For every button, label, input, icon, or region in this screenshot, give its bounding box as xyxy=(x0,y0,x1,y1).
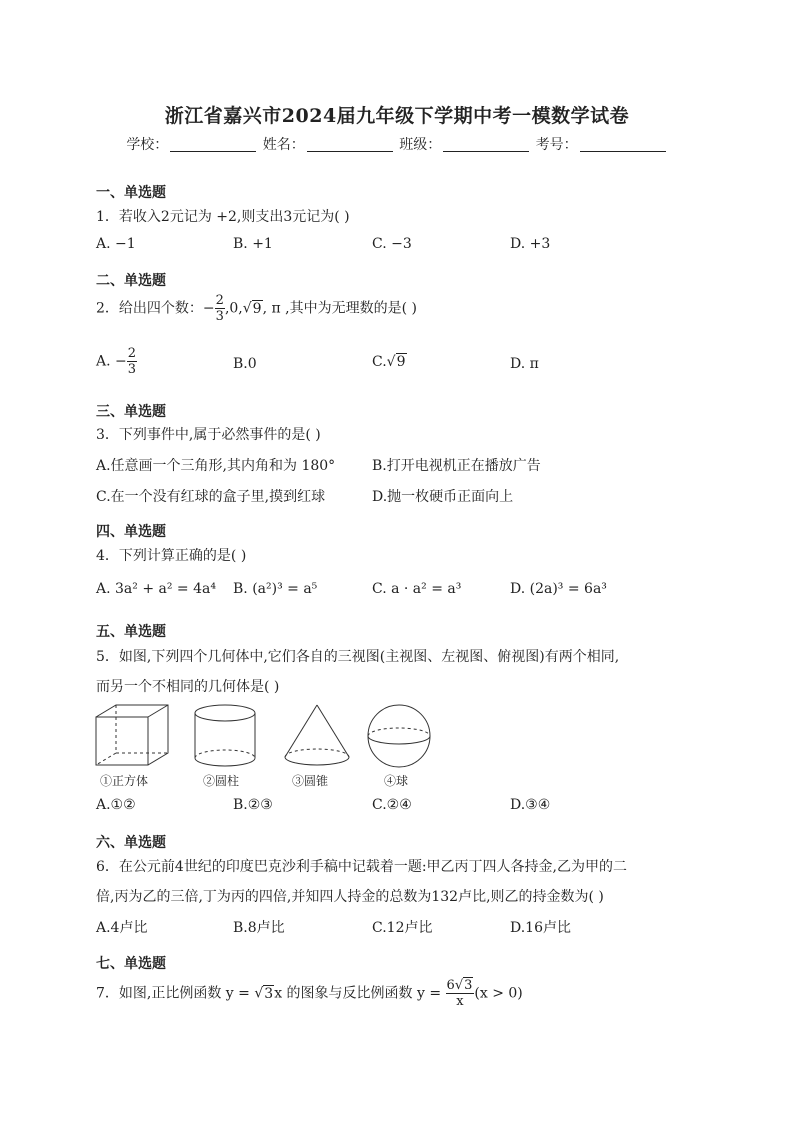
option-c-radicand: 9 xyxy=(396,354,406,370)
section-heading: 二、单选题 xyxy=(96,273,166,289)
question-1-stem: 1．若收入2元记为 +2,则支出3元记为( ) xyxy=(96,209,350,225)
q2-stem-end: , π ,其中为无理数的是( ) xyxy=(262,300,417,317)
page-title: 浙江省嘉兴市2024届九年级下学期中考一模数学试卷 xyxy=(164,105,630,127)
question-2-option-a[interactable] xyxy=(96,346,137,377)
question-2-option-d[interactable]: D. π xyxy=(510,356,539,372)
question-4-option-a[interactable]: A. 3a² + a² = 4a⁴ xyxy=(96,581,216,597)
question-4-option-c[interactable]: C. a · a² = a³ xyxy=(372,581,462,597)
fraction-numerator: 6√3 xyxy=(446,978,473,993)
question-6-option-a[interactable]: A.4卢比 xyxy=(96,920,148,936)
question-6-option-d[interactable]: D.16卢比 xyxy=(510,920,571,936)
question-5-option-b[interactable]: B.②③ xyxy=(233,797,273,813)
figure-caption: ②圆柱 xyxy=(203,774,240,788)
question-7-stem: 7．如图,正比例函数 y = √3x 的图象与反比例函数 y = $\frac{6√3}{x}$ (x > 0) xyxy=(96,978,523,1009)
section-heading: 七、单选题 xyxy=(96,956,166,972)
question-5-option-d[interactable]: D.③④ xyxy=(510,797,551,813)
section-heading: 一、单选题 xyxy=(96,185,166,201)
question-3-stem: 3．下列事件中,属于必然事件的是( ) xyxy=(96,427,321,443)
q7-stem-mid: x 的图象与反比例函数 y = xyxy=(274,985,446,1002)
numerator-radicand: 3 xyxy=(464,978,473,993)
name-label: 姓名： xyxy=(262,137,305,153)
section-heading: 三、单选题 xyxy=(96,404,166,420)
question-3-option-d[interactable]: D.抛一枚硬币正面向上 xyxy=(372,489,514,505)
option-a-fraction xyxy=(127,346,137,377)
figure-caption: ③圆锥 xyxy=(292,774,329,788)
fraction-numerator: 2 xyxy=(127,346,137,361)
numerator-coefficient: 6 xyxy=(446,978,455,993)
q7-stem-end: (x > 0) xyxy=(474,985,523,1002)
question-6-stem-line-1: 6．在公元前4世纪的印度巴克沙利手稿中记载着一题:甲乙丙丁四人各持金,乙为甲的二 xyxy=(96,859,627,875)
number-blank[interactable] xyxy=(580,137,666,152)
question-3-option-a[interactable]: A.任意画一个三角形,其内角和为 180° xyxy=(96,458,336,474)
question-3-option-b[interactable]: B.打开电视机正在播放广告 xyxy=(372,458,541,474)
question-6-option-b[interactable]: B.8卢比 xyxy=(233,920,285,936)
q7-radicand: 3 xyxy=(264,985,274,1002)
question-1-option-a[interactable]: A. −1 xyxy=(96,236,136,252)
section-heading: 六、单选题 xyxy=(96,835,166,851)
school-blank[interactable] xyxy=(170,137,256,152)
q7-stem-prefix: 7．如图,正比例函数 y = xyxy=(96,985,255,1002)
fraction-numerator: 2 xyxy=(215,293,224,308)
q7-fraction xyxy=(446,978,475,1009)
question-6-option-c[interactable]: C.12卢比 xyxy=(372,920,433,936)
q2-radicand: 9 xyxy=(252,300,262,317)
question-5-option-a[interactable]: A.①② xyxy=(96,797,136,813)
question-5-option-c[interactable]: C.②④ xyxy=(372,797,412,813)
figure-caption: ①正方体 xyxy=(100,774,149,788)
fraction-denominator: x xyxy=(456,994,464,1009)
section-heading: 五、单选题 xyxy=(96,624,166,640)
cube-figure xyxy=(94,703,172,769)
question-4-option-b[interactable]: B. (a²)³ = a⁵ xyxy=(233,581,318,597)
question-3-option-c[interactable]: C.在一个没有红球的盒子里,摸到红球 xyxy=(96,489,326,505)
q2-stem-mid: ,0, xyxy=(224,300,243,317)
question-5-stem-line-1: 5．如图,下列四个几何体中,它们各自的三视图(主视图、左视图、俯视图)有两个相同, xyxy=(96,649,620,665)
fraction-denominator: 3 xyxy=(127,362,137,377)
name-blank[interactable] xyxy=(307,137,393,152)
class-blank[interactable] xyxy=(443,137,529,152)
q2-fraction xyxy=(215,293,225,324)
question-4-stem: 4．下列计算正确的是( ) xyxy=(96,548,247,564)
q2-stem-prefix: 2．给出四个数： xyxy=(96,300,203,317)
question-2-option-b[interactable]: B.0 xyxy=(233,356,257,372)
question-1-option-d[interactable]: D. +3 xyxy=(510,236,551,252)
school-label: 学校： xyxy=(126,137,169,153)
cylinder-figure xyxy=(192,703,258,769)
question-4-option-d[interactable]: D. (2a)³ = 6a³ xyxy=(510,581,607,597)
question-2-option-c[interactable]: C.√9 xyxy=(372,354,406,370)
question-1-option-c[interactable]: C. −3 xyxy=(372,236,412,252)
section-heading: 四、单选题 xyxy=(96,524,166,540)
option-prefix: C. xyxy=(372,354,387,370)
q2-negative-sign: − xyxy=(202,300,215,317)
number-label: 考号： xyxy=(535,137,578,153)
question-2-stem: 2．给出四个数：− $\frac{2}{3}$ ,0,√9, π ,其中为无理数的是( ) xyxy=(96,293,417,324)
option-prefix: A. − xyxy=(96,353,127,370)
figure-caption: ④球 xyxy=(384,774,409,788)
student-info-line xyxy=(0,134,794,154)
sphere-figure xyxy=(364,703,434,769)
question-5-stem-line-2: 而另一个不相同的几何体是( ) xyxy=(96,679,280,695)
class-label: 班级： xyxy=(399,137,442,153)
fraction-denominator: 3 xyxy=(215,309,224,324)
question-6-stem-line-2: 倍,丙为乙的三倍,丁为丙的四倍,并知四人持金的总数为132卢比,则乙的持金数为( ) xyxy=(96,889,604,905)
question-1-option-b[interactable]: B. +1 xyxy=(233,236,273,252)
cone-figure xyxy=(282,703,352,769)
